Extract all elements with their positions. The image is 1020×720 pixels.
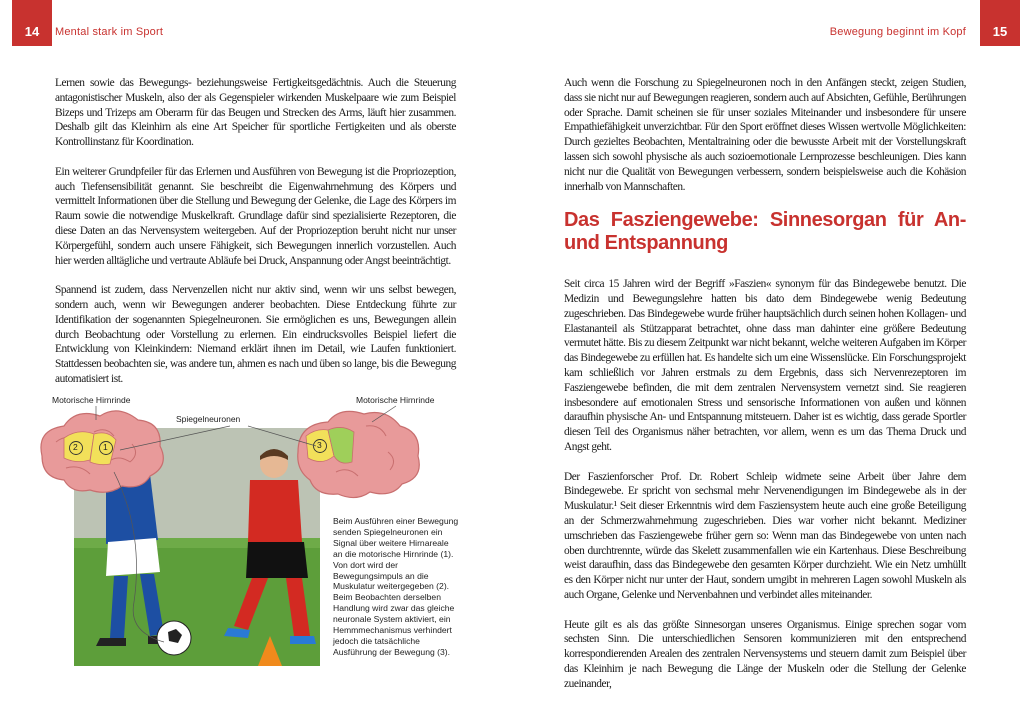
- label-motor-cortex-left: Motorische Hirnrinde: [52, 395, 131, 405]
- region-number-1: 1: [103, 442, 108, 452]
- brain-right-illustration: [298, 411, 420, 497]
- running-head-left: Mental stark im Sport: [55, 26, 164, 38]
- page-number-left: 14: [12, 0, 52, 46]
- figure-caption: Beim Ausführen einer Bewegung senden Spiegelneuronen ein Signal über weitere Hirnareale an die motorische Hirnrinde (1). Von dort wird der Bewegungsimpuls an die Muskulatur weitergegeben (2). Beim Beobachten derselben Handlung wird zwar das gleiche neuronale System aktiviert, ein Hemmmechanismus verhindert jedoch die tatsächliche Ausführung der Bewegung (3).: [333, 516, 459, 657]
- label-mirror-neurons: Spiegelneuronen: [176, 414, 241, 424]
- paragraph: Der Faszienforscher Prof. Dr. Robert Schleip widmete seine Arbeit über Jahre dem Bindegewebe. Er spricht von sechsmal mehr Nervenendigungen im Bindegewebe als in der Muskulatur.¹ Seit dieser Erkenntnis wird dem Fasziensystem heute auch eine große Beteiligung an der Schmerzwahrnehmung zugeschrieben. Dies war vorher nicht bekannt. Mediziner umschrieben das Fasziengewebe früher gern so: Wenn man das Bindegewebe von unten nach oben durchtrennte, würde das Skelett zusammenfallen wie ein Kartenhaus. Diese Beschreibung weist daraufhin, dass das Bindegewebe den gesamten Körper durchzieht. Wie ein Netz umhüllt es den Körper nicht nur unter der Haut, sondern umgibt in mehreren Lagen sowohl Muskeln als auch Organe, Gelenke und Nervenbahnen und verbindet alles miteinander.: [564, 470, 966, 601]
- running-head-right: Bewegung beginnt im Kopf: [829, 26, 966, 38]
- page-number-right: 15: [980, 0, 1020, 46]
- paragraph: Seit circa 15 Jahren wird der Begriff »Faszien« synonym für das Bindegewebe benutzt. Die Medizin und Bewegungslehre hatten bis dato dem Bindegewebe wenig Bedeutung zugeschrieben. Das Bindegewebe wurde früher hauptsächlich durch seinen hohen Kollagen- und Elastananteil als Stützapparat betrachtet, ohne dass man dahinter eine größere Bedeutung vermutet hätte. Bis zu diesem Zeitpunkt war nicht bekannt, welche weiteren Aufgaben im Körper das Bindegewebe zu erfüllen hat. Es handelte sich um eine Wissenslücke. Ein Forschungsprojekt kam schließlich vor Jahren erstmals zu dem Ergebnis, dass sich Nervenrezeptoren im Fasziengewebe befinden, die mit dem zentralen Nervensystem vernetzt sind. Sie reagieren insbesondere auf emotionalen Stress und sensorische Informationen von außen und können daraufhin physische An- und Entspannung mitsteuern. Daher ist es wichtig, dass gerade Sportler diesen Teil des Organismus näher betrachten, vor allem, wenn es um das Thema Druck und Angst geht.: [564, 278, 966, 453]
- section-heading: Das Fasziengewebe: Sinnesorgan für An- und Entspannung: [564, 209, 966, 255]
- paragraph: Lernen sowie das Bewegungs- beziehungsweise Fertigkeitsgedächtnis. Auch die Steuerung antagonistischer Muskeln, also der als Gegenspieler wirkenden Muskelpaare wie zum Beispiel Bizeps und Trizeps am Oberarm für das Beugen und Strecken des Arms, läuft hier zusammen. Deshalb gilt das Kleinhirn als eine Art Speicher für sportliche Fertigkeiten und als oberste Kontrollinstanz für Koordination.: [55, 77, 456, 149]
- region-number-3: 3: [317, 440, 322, 450]
- paragraph: Ein weiterer Grundpfeiler für das Erlernen und Ausführen von Bewegung ist die Propriozeption, auch Tiefensensibilität genannt. Sie beschreibt die Eigenwahrnehmung des Körpers und vermittelt Informationen über die Stellung und Bewegung der Gelenke, die Lage des Körpers im Raum sowie die notwendige Muskelkraft. Grundlage dafür sind spezialisierte Rezeptoren, die diese Daten an das Nervensystem weitergeben. Auf der Propriozeption beruht nicht nur unser Körpergefühl, sondern auch unsere Fähigkeit, sich Bewegungen innerlich vorzustellen. Auch hier werden alltägliche und vertraute Abläufe bei Druck, Anspannung oder Angst beeinträchtigt.: [55, 165, 456, 267]
- right-page: [510, 0, 1020, 720]
- left-text-column: [55, 76, 456, 402]
- paragraph: Spannend ist zudem, dass Nervenzellen nicht nur aktiv sind, wenn wir uns selbst bewegen, sondern auch, wenn wir Bewegungen anderer beobachten. Diese Entdeckung führte zur Identifikation der sogenannten Spiegelneuronen. Sie ermöglichen es uns, Bewegungen allein durch Beobachtung oder Vorstellung zu erlernen. Ein eindrucksvolles Beispiel liefert die Entwicklung von Kleinkindern: Niemand erklärt ihnen im Detail, wie Laufen funktioniert. Stattdessen beobachten sie, was andere tun, ahmen es nach und üben so lange, bis die Bewegung automatisiert ist.: [55, 284, 456, 385]
- paragraph: Heute gilt es als das größte Sinnesorgan unseres Organismus. Einige sprechen sogar vom sechsten Sinn. Die unterschiedlichen Sensoren kommunizieren mit den entsprechend korrespondierenden Arealen des zentralen Nervensystems und steuern damit zum Beispiel über das Kleinhirn je nach Bewegung die Länge der Muskeln oder die Stellung der Gelenke zueinander,: [564, 618, 966, 690]
- region-number-2: 2: [73, 442, 78, 452]
- right-text-column: [564, 76, 966, 706]
- paragraph: Auch wenn die Forschung zu Spiegelneuronen noch in den Anfängen steckt, zeigen Studien, dass sie nicht nur auf Bewegungen reagieren, sondern auch auf Absichten, Gefühle, Berührungen oder Sprache. Damit scheinen sie für unser soziales Miteinander und insbesondere für unsere Empathiefähigkeit unverzichtbar. Für den Sport eröffnet dieses Wissen wertvolle Möglichkeiten: Durch gezieltes Beobachten, Mentaltraining oder die bewusste Arbeit mit der Vorstellungskraft lassen sich sowohl physische als auch sozioemotionale Lernprozesse beschleunigen. Dies kann nicht nur die Qualität von Bewegungen verbessern, sondern beispielsweise auch die Kohäsion innerhalb von Mannschaften.: [564, 77, 966, 193]
- mirror-neuron-figure: [36, 392, 496, 682]
- label-motor-cortex-right: Motorische Hirnrinde: [356, 395, 435, 405]
